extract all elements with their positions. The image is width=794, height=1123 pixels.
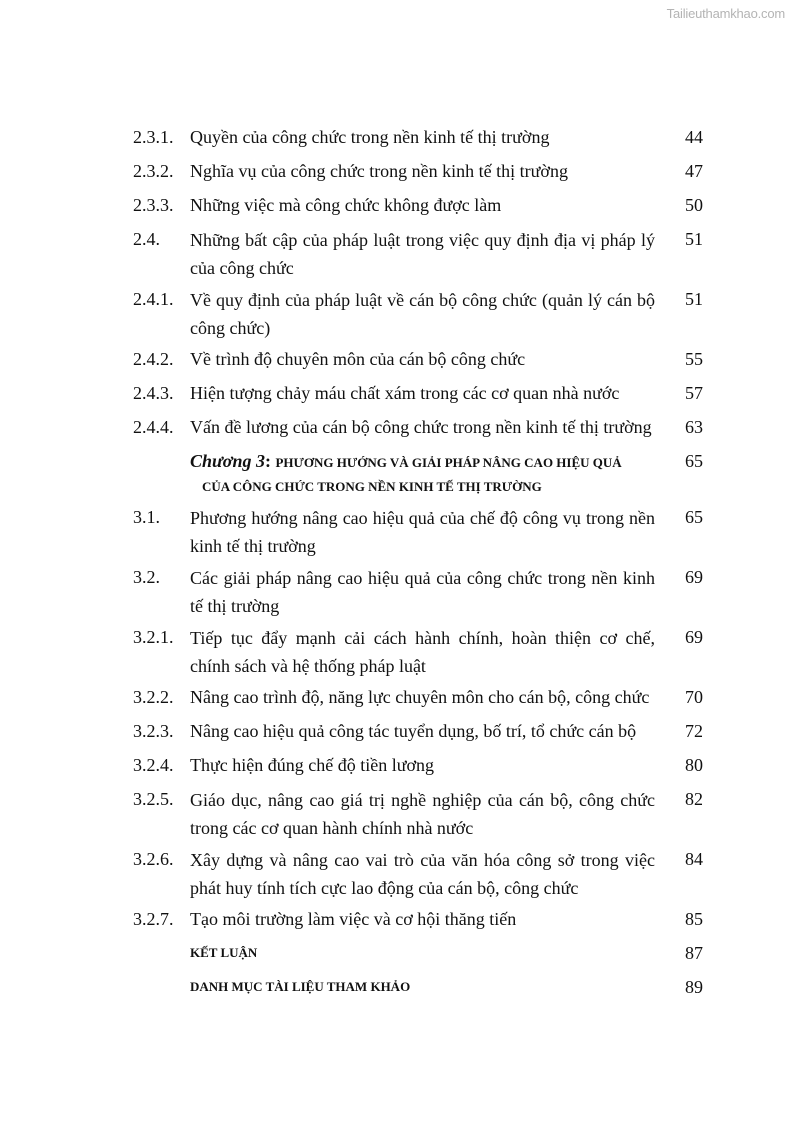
section-number: 3.1. (133, 507, 160, 527)
section-number: 2.4. (133, 229, 160, 249)
section-title: Tạo môi trường làm việc và cơ hội thăng tiến (190, 909, 517, 929)
section-number: 3.2.6. (133, 849, 174, 869)
section-title: Nâng cao hiệu quả công tác tuyển dụng, bố trí, tổ chức cán bộ (190, 721, 637, 741)
page-number: 65 (685, 507, 703, 527)
toc-entry[interactable] (133, 380, 703, 414)
section-number: 3.2.7. (133, 909, 174, 929)
section-number: 2.3.2. (133, 161, 174, 181)
page-number: 70 (685, 687, 703, 707)
section-number: 2.4.3. (133, 383, 174, 403)
page-number: 44 (685, 127, 703, 147)
section-number: 2.4.1. (133, 289, 174, 309)
section-number: 2.4.2. (133, 349, 174, 369)
page-number: 50 (685, 195, 703, 215)
toc-entry[interactable] (133, 504, 703, 564)
toc-entry[interactable] (133, 786, 703, 846)
section-title: Những việc mà công chức không được làm (190, 195, 502, 215)
page-number: 69 (685, 627, 703, 647)
page-number: 84 (685, 849, 703, 869)
page-number: 51 (685, 289, 703, 309)
toc-entry[interactable] (133, 718, 703, 752)
toc-entry[interactable] (133, 624, 703, 684)
section-title: Những bất cập của pháp luật trong việc quy định địa vị pháp lý của công chức (190, 230, 655, 278)
table-of-contents (133, 124, 703, 1008)
toc-chapter-heading[interactable] (133, 448, 703, 504)
watermark: Tailieuthamkhao.com (666, 6, 785, 21)
section-title: Phương hướng nâng cao hiệu quả của chế độ công vụ trong nền kinh tế thị trường (190, 508, 655, 556)
section-title: Thực hiện đúng chế độ tiền lương (190, 755, 434, 775)
page-number: 87 (685, 943, 703, 963)
toc-entry[interactable] (133, 906, 703, 940)
section-title: Về trình độ chuyên môn của cán bộ công chức (190, 349, 526, 369)
section-title: KẾT LUẬN (190, 945, 258, 960)
page-number: 72 (685, 721, 703, 741)
page-number: 69 (685, 567, 703, 587)
section-title: Tiếp tục đẩy mạnh cải cách hành chính, hoàn thiện cơ chế, chính sách và hệ thống pháp luật (190, 628, 655, 676)
section-number: 3.2.5. (133, 789, 174, 809)
page-number: 55 (685, 349, 703, 369)
toc-entry[interactable] (133, 124, 703, 158)
section-number: 3.2.4. (133, 755, 174, 775)
page-number: 47 (685, 161, 703, 181)
page-number: 85 (685, 909, 703, 929)
section-number: 3.2.3. (133, 721, 174, 741)
section-title: Các giải pháp nâng cao hiệu quả của công chức trong nền kinh tế thị trường (190, 568, 655, 616)
page-number: 57 (685, 383, 703, 403)
toc-entry[interactable] (133, 192, 703, 226)
page-number: 63 (685, 417, 703, 437)
section-title: Xây dựng và nâng cao vai trò của văn hóa công sở trong việc phát huy tính tích cực lao động của cán bộ, công chức (190, 850, 655, 898)
section-title: Vấn đề lương của cán bộ công chức trong nền kinh tế thị trường (190, 417, 652, 437)
toc-conclusion[interactable] (133, 940, 703, 974)
toc-references[interactable] (133, 974, 703, 1008)
page-number: 80 (685, 755, 703, 775)
section-number: 2.4.4. (133, 417, 174, 437)
toc-entry[interactable] (133, 286, 703, 346)
toc-entry[interactable] (133, 564, 703, 624)
toc-entry[interactable] (133, 414, 703, 448)
toc-entry[interactable] (133, 684, 703, 718)
page-number: 51 (685, 229, 703, 249)
section-title: Nghĩa vụ của công chức trong nền kinh tế thị trường (190, 161, 568, 181)
section-number: 3.2. (133, 567, 160, 587)
toc-entry[interactable] (133, 346, 703, 380)
toc-entry[interactable] (133, 846, 703, 906)
chapter-title-line2: CỦA CÔNG CHỨC TRONG NỀN KINH TẾ THỊ TRƯỜNG (202, 479, 542, 494)
toc-entry[interactable] (133, 752, 703, 786)
toc-entry[interactable] (133, 226, 703, 286)
section-title: Quyền của công chức trong nền kinh tế thị trường (190, 127, 550, 147)
page-number: 89 (685, 977, 703, 997)
page-number: 82 (685, 789, 703, 809)
section-title: Hiện tượng chảy máu chất xám trong các cơ quan nhà nước (190, 383, 620, 403)
section-title: Giáo dục, nâng cao giá trị nghề nghiệp của cán bộ, công chức trong các cơ quan hành chính nhà nước (190, 790, 655, 838)
chapter-label: Chương 3 (190, 451, 265, 471)
section-number: 3.2.1. (133, 627, 174, 647)
section-number: 3.2.2. (133, 687, 174, 707)
section-title: DANH MỤC TÀI LIỆU THAM KHẢO (190, 979, 411, 994)
toc-entry[interactable] (133, 158, 703, 192)
page-number: 65 (685, 451, 703, 471)
chapter-title: Chương 3: PHƯƠNG HƯỚNG VÀ GIẢI PHÁP NÂNG CAO HIỆU QUẢ CỦA CÔNG CHỨC TRONG NỀN KINH TẾ THỊ TRƯỜNG (190, 448, 655, 504)
section-title: Nâng cao trình độ, năng lực chuyên môn cho cán bộ, công chức (190, 687, 650, 707)
section-title: Về quy định của pháp luật về cán bộ công chức (quản lý cán bộ công chức) (190, 290, 655, 338)
section-number: 2.3.3. (133, 195, 174, 215)
chapter-title-line1: PHƯƠNG HƯỚNG VÀ GIẢI PHÁP NÂNG CAO HIỆU QUẢ (275, 455, 622, 470)
section-number: 2.3.1. (133, 127, 174, 147)
